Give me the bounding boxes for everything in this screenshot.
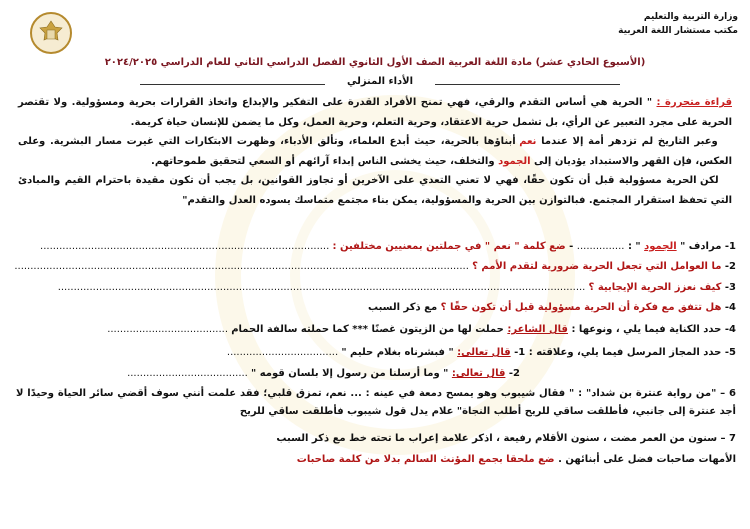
- heading-rule-left: [140, 84, 325, 85]
- question-7: 7 – سنون من العمر مضت ، سنون الأقلام رفيعة ، اذكر علامة إعراب ما تحته خط مع ذكر السبب: [276, 433, 736, 444]
- reading-passage: [18, 93, 732, 210]
- subject-title: مادة اللغة العربية الصف الأول الثانوي الفصل الدراسي الثاني للعام الدراسي ٢٠٢٤/٢٠٢٥: [104, 57, 533, 68]
- passage-lead: قراءة متحررة :: [656, 97, 732, 108]
- office-name: مكتب مستشار اللغة العربية: [618, 26, 738, 36]
- section-heading: [140, 76, 620, 90]
- question-5-part-2: 2- قال تعالى: " وما أرسلنا من رسول إلا بلسان قومه " ......................................: [127, 368, 520, 379]
- highlight-word-naam: نعم: [519, 136, 537, 147]
- egypt-emblem-logo: [30, 12, 72, 54]
- question-6: 6 – "من رواية عنترة بن شداد" : " فقال شيبوب وهو يمسح دمعة في عينه : ... نعم، تمزق قلبي؛ فقد علمت أنني سوف أقضي سائر الحياة وحيدًا لا أجد عنترة إلى جانبي، فأطلقت ساقي للريح أطلب النجاة" علام يدل قول شيبوب فأطلقت ساقي للريح: [16, 388, 736, 417]
- question-1: 1- مرادف " الجمود " : ............... - ضع كلمة " نعم " في جملتين بمعنيين مختلفين : ...........................................................................................: [40, 241, 736, 252]
- week-label: (الأسبوع الحادي عشر): [535, 57, 646, 68]
- highlight-word-jumood: الجمود: [498, 155, 531, 167]
- question-4-metonymy: 4- حدد الكناية فيما يلي ، ونوعها : قال الشاعر: حملت لها من الزيتون غصنًا *** كما حملته سالفة الحمام ......................................: [107, 324, 736, 335]
- question-2: 2- ما العوامل التي تجعل الحرية ضرورية لتقدم الأمم ؟ ...............................................................................................................................................: [14, 261, 736, 272]
- question-4-opinion: 4- هل تتفق مع فكرة أن الحرية مسؤولية قبل أن تكون حقًا ؟ مع ذكر السبب: [368, 302, 736, 313]
- ministry-name: وزارة التربية والتعليم: [643, 12, 738, 22]
- ministry-header: [618, 10, 738, 38]
- passage-paragraph-3: لكن الحرية مسؤولية قبل أن تكون حقًا، فهي لا تعني التعدي على الآخرين أو تجاوز القوانين، بل يجب أن تكون مقيدة باحترام القيم والمبادئ التي تحفظ استقرار المجتمع. فبالتوازن بين الحرية والمسؤولية، يمكن بناء مجتمع متماسك يسوده العدل والتقدم": [18, 175, 732, 206]
- passage-paragraph-1: قراءة متحررة : " الحرية هي أساس التقدم والرقي، فهي تمنح الأفراد القدرة على التفكير والإبداع واتخاذ القرارات بحرية ومسؤولية. ولا تقتصر الحرية على مجرد التعبير عن الرأي، بل تشمل حرية الاعتقاد، وحرية التعلم، وحرية العمل، وكل ما يضمن للإنسان حياة كريمة.: [18, 97, 732, 128]
- heading-rule-right: [435, 84, 620, 85]
- passage-paragraph-2: وعبر التاريخ لم تزدهر أمة إلا عندما نعم أبناؤها بالحرية، حيث أبدع العلماء، وتألق الأدباء، وظهرت الابتكارات التي غيرت مسار البشرية. وعلى العكس، فإن القهر والاستبداد يؤديان إلى الجمود والتخلف، حيث يخشى الناس إبداء آرائهم أو السعي لتحقيق طموحاتهم.: [18, 136, 732, 167]
- question-7-plural: الأمهات صاحبات فضل على أبنائهن . ضع ملحقا بجمع المؤنث السالم بدلا من كلمة صاحبات: [296, 454, 736, 465]
- section-title: الأداء المنزلي: [346, 76, 414, 87]
- question-3: 3- كيف نعزز الحرية الإيجابية ؟ ......................................................................................................................................................................: [57, 282, 736, 293]
- question-5: 5- حدد المجاز المرسل فيما يلي، وعلاقته : 1- قال تعالى: " فبشرناه بغلام حليم " ...................................: [226, 347, 736, 358]
- worksheet-title: [60, 57, 690, 68]
